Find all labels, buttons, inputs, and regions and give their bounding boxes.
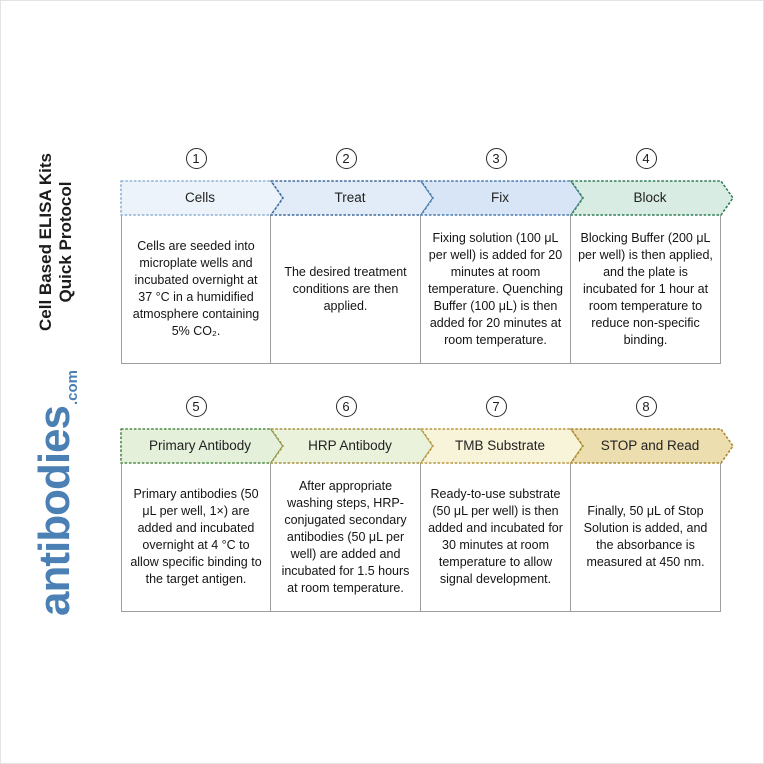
step-number: 3	[492, 151, 500, 166]
logo-wordmark: antibodies	[30, 406, 79, 617]
step-description-box	[571, 214, 721, 364]
step-number-badge	[336, 396, 357, 417]
step-number: 8	[642, 399, 650, 414]
step-description-box	[121, 214, 271, 364]
protocol-step	[571, 148, 721, 364]
protocol-row-2	[121, 396, 721, 612]
step-label: Primary Antibody	[148, 437, 252, 453]
step-number-badge	[186, 148, 207, 169]
protocol-row-1	[121, 148, 721, 364]
page-title-line1: Cell Based ELISA Kits	[36, 153, 55, 331]
step-number-badge	[186, 396, 207, 417]
page-title-line2: Quick Protocol	[56, 181, 75, 303]
step-number-badge	[336, 148, 357, 169]
protocol-step	[571, 396, 721, 612]
step-number: 5	[192, 399, 200, 414]
step-description-box	[421, 462, 571, 612]
step-number-badge	[486, 396, 507, 417]
step-number-badge	[486, 148, 507, 169]
step-arrow	[271, 180, 421, 214]
step-description-box	[571, 462, 721, 612]
logo-tld: .com	[64, 369, 81, 405]
step-description-text: The desired treatment conditions are then applied.	[284, 264, 407, 313]
antibodies-logo	[30, 363, 94, 623]
protocol-step	[121, 396, 271, 612]
step-description-text: After appropriate washing steps, HRP-conjugated secondary antibodies (50 μL per well) are added and incubated for 1.5 hours at room temperature.	[281, 478, 410, 595]
step-description-text: Primary antibodies (50 μL per well, 1×) are added and incubated overnight at 4 °C to allow specific binding to the target antigen.	[130, 487, 262, 586]
step-label: Fix	[491, 189, 509, 205]
step-description-box	[121, 462, 271, 612]
step-description-text: Cells are seeded into microplate wells and incubated overnight at 37 °C in a humidified atmosphere containing 5% CO₂.	[132, 239, 260, 338]
protocol-step	[271, 148, 421, 364]
step-description-text: Blocking Buffer (200 μL per well) is then applied, and the plate is incubated for 1 hour at room temperature to reduce non-specific binding.	[578, 230, 713, 347]
step-arrow	[121, 180, 271, 214]
step-arrow	[571, 180, 721, 214]
step-number: 4	[642, 151, 650, 166]
step-description-box	[271, 214, 421, 364]
step-description-text: Fixing solution (100 μL per well) is added for 20 minutes at room temperature. Quenching Buffer (100 μL) is then added for 20 minutes at room temperature.	[428, 230, 563, 347]
step-description-text: Finally, 50 μL of Stop Solution is added, and the absorbance is measured at 450 nm.	[583, 504, 708, 569]
protocol-step	[421, 396, 571, 612]
step-label: Cells	[184, 189, 215, 205]
step-description-box	[421, 214, 571, 364]
step-number-badge	[636, 396, 657, 417]
protocol-step	[271, 396, 421, 612]
step-label: TMB Substrate	[454, 437, 546, 453]
step-label: Block	[633, 189, 667, 205]
step-number: 1	[192, 151, 200, 166]
step-arrow	[121, 428, 271, 462]
step-arrow	[421, 180, 571, 214]
step-label: HRP Antibody	[308, 437, 392, 453]
step-label: STOP and Read	[600, 437, 700, 453]
step-number: 6	[342, 399, 350, 414]
step-arrow	[271, 428, 421, 462]
step-label: Treat	[334, 189, 366, 205]
step-description-text: Ready-to-use substrate (50 μL per well) is then added and incubated for 30 minutes at room temperature to allow signal development.	[428, 487, 563, 586]
step-arrow	[421, 428, 571, 462]
protocol-step	[121, 148, 271, 364]
step-number: 2	[342, 151, 350, 166]
step-number: 7	[492, 399, 500, 414]
step-description-box	[271, 462, 421, 612]
protocol-step	[421, 148, 571, 364]
step-arrow	[571, 428, 721, 462]
step-number-badge	[636, 148, 657, 169]
page-title	[36, 142, 78, 342]
